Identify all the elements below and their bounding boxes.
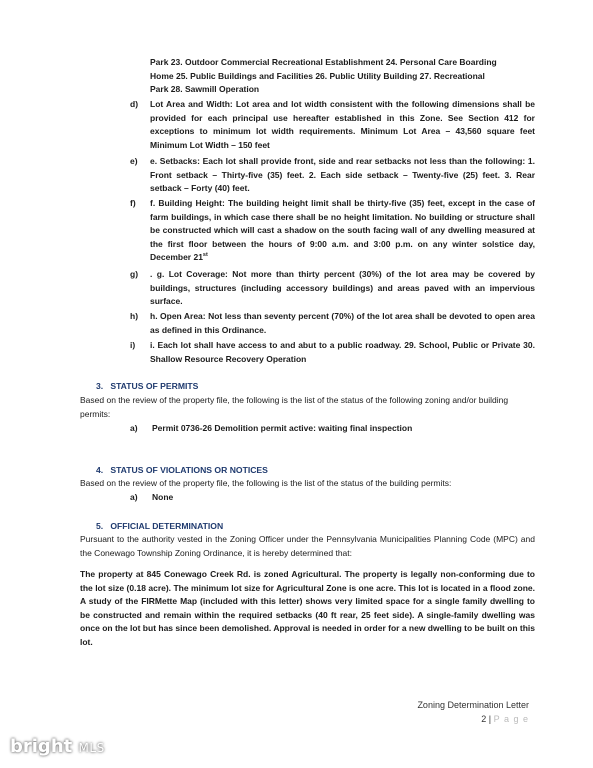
list-label: h) [130, 311, 139, 321]
list-label: a) [130, 423, 138, 433]
page-word: P a g e [493, 714, 529, 724]
section-number: 4. [96, 465, 104, 475]
watermark-brand: bright [10, 736, 73, 757]
list-label: e) [130, 156, 138, 166]
watermark-suffix: MLS [78, 741, 105, 755]
section-title: STATUS OF VIOLATIONS OR NOTICES [110, 465, 268, 475]
continuation-line: Park 23. Outdoor Commercial Recreational Establishment 24. Personal Care Boarding [150, 57, 497, 67]
footer-title: Zoning Determination Letter [417, 700, 529, 710]
list-text: h. Open Area: Not less than seventy percent (70%) of the lot area shall be devoted to open area as defined in this Ordinance. [150, 311, 535, 335]
list-text: f. Building Height: The building height limit shall be thirty-five (35) feet, except in the case of farm buildings, in which case there shall be no height limitation. No building or structure shall be constructed which will cast a shadow on the south facing wall of any dwelling measured at the first floor between the hours of 9:00 a.m. and 3:00 p.m. on any winter solstice day, December 21 [150, 198, 535, 263]
section-number: 5. [96, 521, 104, 531]
permit-item-a [130, 422, 535, 436]
page-separator: | [488, 714, 492, 724]
list-label: f) [130, 198, 136, 208]
date-suffix: st [202, 252, 208, 259]
list-label: d) [130, 99, 139, 109]
section-intro-text: Based on the review of the property file, the following is the list of the status of the following zoning and/or building permits: [80, 395, 509, 419]
footer-page-number [481, 714, 529, 724]
violation-item-a [130, 491, 535, 505]
list-label: a) [130, 492, 138, 502]
list-item-h [130, 310, 535, 337]
section-heading-5 [96, 521, 223, 531]
list-item-f [130, 197, 535, 265]
list-text: i. Each lot shall have access to and abut to a public roadway. 29. School, Public or Private 30. Shallow Resource Recovery Operation [150, 340, 535, 364]
continuation-line: Home 25. Public Buildings and Facilities 26. Public Utility Building 27. Recreational [150, 70, 485, 81]
list-item-e [130, 155, 535, 196]
list-text: e. Setbacks: Each lot shall provide front, side and rear setbacks not less than the following: 1. Front setback – Thirty-five (35) feet. 2. Each side setback – Twenty-five (25) feet. 3. Rear setback – Forty (40) feet. [150, 156, 535, 194]
list-text: None [152, 492, 174, 502]
section-title: STATUS OF PERMITS [110, 381, 199, 391]
section-3-intro [80, 394, 535, 421]
section-number: 3. [96, 381, 104, 391]
use-list-continuation [150, 56, 535, 97]
section-4-intro [80, 477, 540, 491]
bright-mls-watermark [10, 736, 105, 757]
section-title: OFFICIAL DETERMINATION [110, 521, 224, 531]
section-intro-text: Based on the review of the property file, the following is the list of the status of the building permits: [80, 478, 452, 488]
section-5-intro [80, 533, 535, 560]
continuation-line: Park 28. Sawmill Operation [150, 84, 260, 95]
list-text: Permit 0736-26 Demolition permit active: waiting final inspection [152, 423, 413, 433]
list-item-i [130, 339, 535, 366]
list-label: i) [130, 340, 136, 350]
list-text: Lot Area and Width: Lot area and lot width consistent with the following dimensions shall be provided for each principal use hereafter established in this Zone. See Section 412 for exceptions to minimum lot width requirements. Minimum Lot Area – 43,560 square feet Minimum Lot Width – 150 feet [150, 99, 535, 150]
section-heading-3 [96, 381, 198, 391]
list-text: . g. Lot Coverage: Not more than thirty percent (30%) of the lot area may be covered by buildings, structures (including accessory buildings) and areas paved with an impervious surface. [150, 269, 535, 307]
list-item-g [130, 268, 535, 309]
list-item-d [130, 98, 535, 152]
page-number: 2 [481, 714, 487, 724]
determination-paragraph [80, 568, 535, 650]
section-intro-text: Pursuant to the authority vested in the Zoning Officer under the Pennsylvania Municipalities Planning Code (MPC) and the Conewago Township Zoning Ordinance, it is hereby determined that: [80, 534, 535, 558]
section-heading-4 [96, 465, 268, 475]
determination-text: The property at 845 Conewago Creek Rd. is zoned Agricultural. The property is legally non-conforming due to the lot size (0.18 acre). The minimum lot size for Agricultural Zone is one acre. This lot is located in a flood zone. A study of the FIRMette Map (included with this letter) shows very limited space for a single family dwelling to be constructed and remain within the required setbacks (40 ft rear, 25 feet side). A single-family dwelling was once on the lot but has since been demolished. Approval is needed in order for a new dwelling to be built on this lot. [80, 569, 535, 647]
list-label: g) [130, 269, 139, 279]
